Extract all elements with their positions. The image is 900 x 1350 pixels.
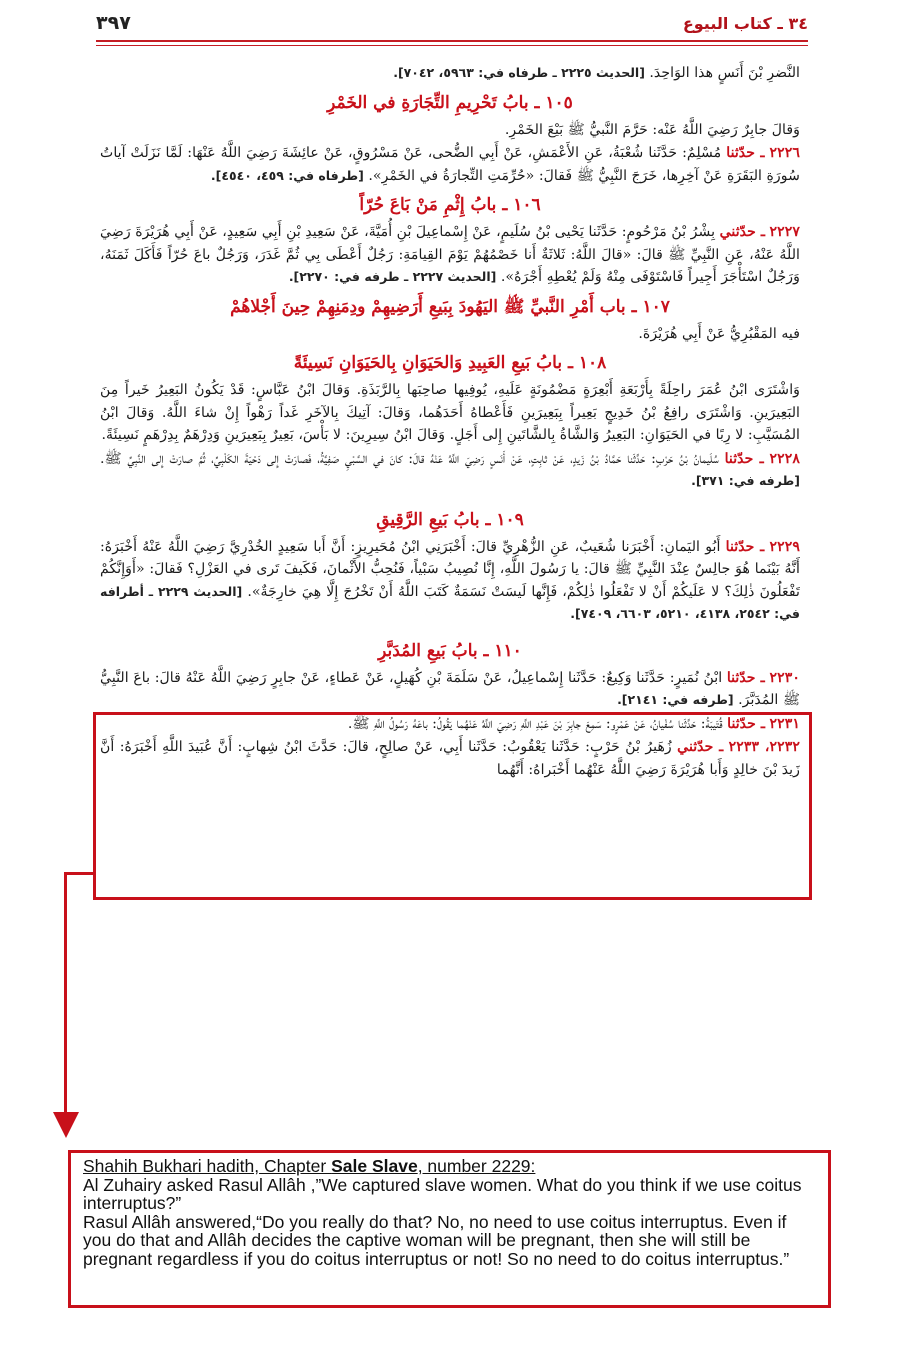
paragraph	[100, 62, 800, 85]
hadith-lead: ـ حدّثنا	[725, 538, 765, 555]
translation-box	[68, 1150, 831, 1308]
paragraph: وَقالَ جابِرٌ رَضِيَ اللَّهُ عَنْه: حَرَّمَ النَّبيُّ ﷺ بَيْعَ الخَمْرِ.	[504, 121, 800, 138]
hadith-2229	[100, 536, 800, 626]
hadith-number: ٢٢٣٠	[769, 669, 800, 686]
translation-title-prefix: Shahih Bukhari hadith, Chapter	[83, 1156, 332, 1176]
paragraph: وَاشْتَرَى ابْنُ عُمَرَ راحِلَةً بِأَرْبَعَةِ أَبْعِرَةٍ مَضْمُونَةٍ عَلَيهِ، يُوفِيها صاحِبَها بِالرَّبَذَةِ. وَقالَ ابْنُ عَبَّاسٍ: قَدْ يَكُونُ البَعِيرُ خَيراً مِنَ البَعِيرَينِ. وَاشْتَرَى رافِعُ بْنُ خَدِيجٍ بَعِيراً بِبَعِيرَينِ فَأَعْطاهُ أَحَدَهُما، وَقالَ: آتِيكَ بِالآخَرِ غَداً رَهْواً إِنْ شاءَ اللَّهُ. وَقالَ ابْنُ المُسَيَّبِ: لا رِبًا في الحَيَوَانِ: البَعِيرُ وَالشَّاةُ بِالشَّاتَينِ إِلى أَجَلٍ. وَقالَ ابْنُ سِيرِينَ: لا بَأْسَ، بَعِيرٌ بِبَعِيرَينِ وَدِرْهَمٌ بِدِرْهَمٍ نَسِيئَةً.	[100, 382, 800, 443]
hadith-lead: ـ حدّثنا	[724, 450, 764, 467]
translation-title-chapter: Sale Slave	[331, 1156, 418, 1176]
translation-line-answer: Rasul Allâh answered,“Do you really do that? No, no need to use coitus interruptus. Even if you do that and Allâh decides the captive woman will be pregnant, then she will still be pregnant regardless if you do coitus interruptus or not! So no need to do coitus interruptus.”	[83, 1211, 790, 1269]
page-header	[96, 8, 808, 38]
hadith-lead: ـ حدّثنا	[726, 669, 765, 686]
book-title: ٣٤ ـ كتاب البيوع	[682, 13, 808, 33]
hadith-lead: ـ حدّثني	[719, 224, 765, 240]
hadith-2226	[100, 142, 800, 187]
hadith-number: ٢٢٢٦	[769, 145, 801, 161]
arrow-down-icon	[53, 1112, 79, 1138]
hadith-lead: ـ حدّثنا	[726, 145, 765, 161]
hadith-lead: ـ حدّثني	[677, 739, 724, 755]
page-number: ٣٩٧	[96, 12, 131, 34]
hadith-lead: ـ حدّثنا	[727, 715, 765, 732]
hadith-text: ابْنُ نُمَيرٍ: حَدَّثَنا وَكِيعٌ: حَدَّثَنا إِسْماعِيلُ، عَنْ سَلَمَةَ بْنِ كُهَيلٍ، عَنْ عَطاءٍ، عَنْ جابِرٍ رَضِيَ اللَّهُ عَنْهُ قالَ: باعَ النَّبِيُّ ﷺ المُدَبَّرَ.	[100, 669, 800, 708]
header-rule	[96, 40, 808, 42]
chapter-heading-107: ١٠٧ ـ باب أَمْرِ النَّبيِّ ﷺ اليَهُودَ بِبَيعِ أَرَضِيهِمْ ودِمَنِهِمْ حِينَ أَجْلاهُمْ	[230, 296, 670, 317]
hadith-number: ٢٢٢٩	[769, 538, 801, 555]
highlight-box-hadith-2229	[93, 712, 812, 900]
chapter-heading-105: ١٠٥ ـ بابُ تَحْرِيمِ التِّجَارَةِ في الخَمْرِ	[327, 92, 573, 113]
hadith-text: زُهَيرُ بْنُ حَرْبٍ: حَدَّثَنا يَعْقُوبُ: حَدَّثَنا أَبِي، عَنْ صالِحٍ، قالَ: حَدَّثَ ابْنُ شِهابٍ: أَنَّ عُبَيدَ اللَّهِ أَخْبَرَهُ: أَنَّ زَيدَ بْنَ خالِدٍ وَأَبا هُرَيْرَةَ رَضِيَ اللَّهُ عَنْهُما أَخْبَراهُ: أَنَّهُما	[100, 739, 800, 778]
hadith-2230	[100, 667, 800, 712]
hadith-text: قُتَيبَةُ: حَدَّثَنا سُفْيانُ، عَنْ عَمْرٍو: سَمِعَ جابِرَ بْنَ عَبْدِ اللَّهِ رَضِيَ اللَّهُ عَنْهُما يَقُولُ: باعَهُ رَسُولُ اللَّهِ ﷺ.	[347, 715, 723, 732]
hadith-text: مُسْلِمٌ: حَدَّثَنا شُعْبَةُ، عَنِ الأَعْمَشِ، عَنْ أَبِي الضُّحى، عَنْ مَسْرُوقٍ، عَنْ عائِشَةَ رَضِيَ اللَّهُ عَنْهَا: لَمَّا نَزَلَتْ آياتُ سُورَةِ البَقَرَةِ عَنْ آخِرِها، خَرَجَ النَّبِيُّ ﷺ فَقالَ: «حُرِّمَتِ التِّجارَةُ في الخَمْرِ».	[100, 145, 800, 184]
paragraph-text: النَّضرِ بْنَ أَنَسٍ هذا الوَاحِدَ.	[649, 65, 800, 81]
arabic-text-column	[100, 62, 800, 782]
reference: [الحديث ٢٢٢٧ ـ طرفه في: ٢٢٧٠].	[288, 269, 497, 284]
translation-line-question: Al Zuhairy asked Rasul Allâh ,”We captured slave women. What do you think if we use coitus interruptus?”	[83, 1174, 802, 1214]
hadith-number: ٢٢٢٨	[769, 450, 800, 467]
header-rule-thin	[96, 45, 808, 46]
arrow-connector-horizontal	[64, 872, 94, 875]
chapter-heading-106: ١٠٦ ـ بابُ إِثْمِ مَنْ بَاعَ حُرّاً	[359, 195, 541, 215]
reference: [طرفاه في: ٤٥٩، ٤٥٤٠].	[210, 167, 364, 183]
reference: [الحديث ٢٢٢٥ ـ طرفاه في: ٥٩٦٣، ٧٠٤٢].	[393, 65, 645, 80]
hadith-number: ٢٢٣٢، ٢٢٣٣	[728, 739, 800, 755]
hadith-2227	[100, 221, 800, 289]
hadith-2228	[100, 448, 800, 493]
reference: [الحديث ٢٢٢٩ ـ أطرافه في: ٢٥٤٢، ٤١٣٨، ٥٢١٠، ٦٦٠٣، ٧٤٠٩].	[100, 583, 800, 621]
chapter-heading-110: ١١٠ ـ بابُ بَيعِ المُدَبَّرِ	[378, 640, 522, 661]
reference: [طرفه في: ٢١٤١].	[617, 692, 734, 707]
paragraph: فيه المَقْبُرِيُّ عَنْ أَبِي هُرَيْرَةَ.	[638, 325, 800, 342]
hadith-number: ٢٢٣١	[769, 715, 800, 732]
chapter-heading-108: ١٠٨ ـ بابُ بَيعِ العَبِيدِ وَالحَيَوَانِ بِالحَيَوَانِ نَسِيئَةً	[293, 353, 607, 373]
translation-title	[83, 1157, 816, 1176]
translation-title-suffix: , number 2229:	[417, 1156, 536, 1176]
chapter-heading-109: ١٠٩ ـ بابُ بَيعِ الرَّقِيقِ	[376, 509, 524, 530]
hadith-text: أَبُو اليَمانِ: أَخْبَرَنا شُعَيبٌ، عَنِ الزُّهْرِيِّ قالَ: أَخْبَرَنِي ابْنُ مُحَيرِيزٍ: أَنَّ أَبا سَعِيدٍ الخُدْرِيَّ رَضِيَ اللَّهُ عَنْهُ أَخْبَرَهُ: أَنَّهُ بَيْنَما هُوَ جالِسٌ عِنْدَ النَّبِيِّ ﷺ قالَ: يا رَسُولَ اللَّهِ، إِنَّا نُصِيبُ سَبْياً، فَنُحِبُّ الأَثْمانَ، فَكَيفَ تَرى في العَزْلِ؟ فَقالَ: «أَوَإِنَّكُمْ تَفْعَلُونَ ذٰلِكَ؟ لا عَلَيكُمْ أَنْ لا تَفْعَلُوا ذٰلِكُمْ، فَإِنَّها لَيسَتْ نَسَمَةٌ كَتَبَ اللَّهُ أَنْ تَخْرُجَ إِلَّا هِيَ خارِجَةٌ».	[100, 538, 800, 600]
hadith-number: ٢٢٢٧	[769, 224, 801, 240]
reference: [طرفه في: ٣٧١].	[691, 473, 800, 488]
hadith-text: بِشْرُ بْنُ مَرْحُومٍ: حَدَّثَنا يَحْيى بْنُ سُلَيمٍ، عَنْ إِسْماعِيلَ بْنِ أُمَيَّةَ، عَنْ سَعِيدِ بْنِ أَبِي سَعِيدٍ، عَنْ أَبِي هُرَيْرَةَ رَضِيَ اللَّهُ عَنْهُ، عَنِ النَّبِيِّ ﷺ قالَ: «قالَ اللَّهُ: ثَلاثَةٌ أَنا خَصْمُهُمْ يَوْمَ القِيامَةِ: رَجُلٌ أَعْطَى بِي ثُمَّ غَدَرَ، وَرَجُلٌ باعَ حُرّاً فَأَكَلَ ثَمَنَهُ، وَرَجُلٌ اسْتَأْجَرَ أَجِيراً فَاسْتَوْفَى مِنْهُ وَلَمْ يُعْطِهِ أَجْرَهُ».	[100, 224, 800, 285]
arrow-connector-vertical	[64, 872, 67, 1114]
hadith-text: سُلَيمانُ بْنُ حَرْبٍ: حَدَّثَنا حَمَّادُ بْنُ زَيدٍ، عَنْ ثابِتٍ، عَنْ أَنَسٍ رَضِيَ اللَّهُ عَنْهُ قالَ: كانَ في السَّبْيِ صَفِيَّةُ، فَصارَتْ إِلى دَحْيَةَ الكَلْبِيِّ، ثُمَّ صارَتْ إِلى النَّبِيِّ ﷺ.	[100, 450, 719, 467]
